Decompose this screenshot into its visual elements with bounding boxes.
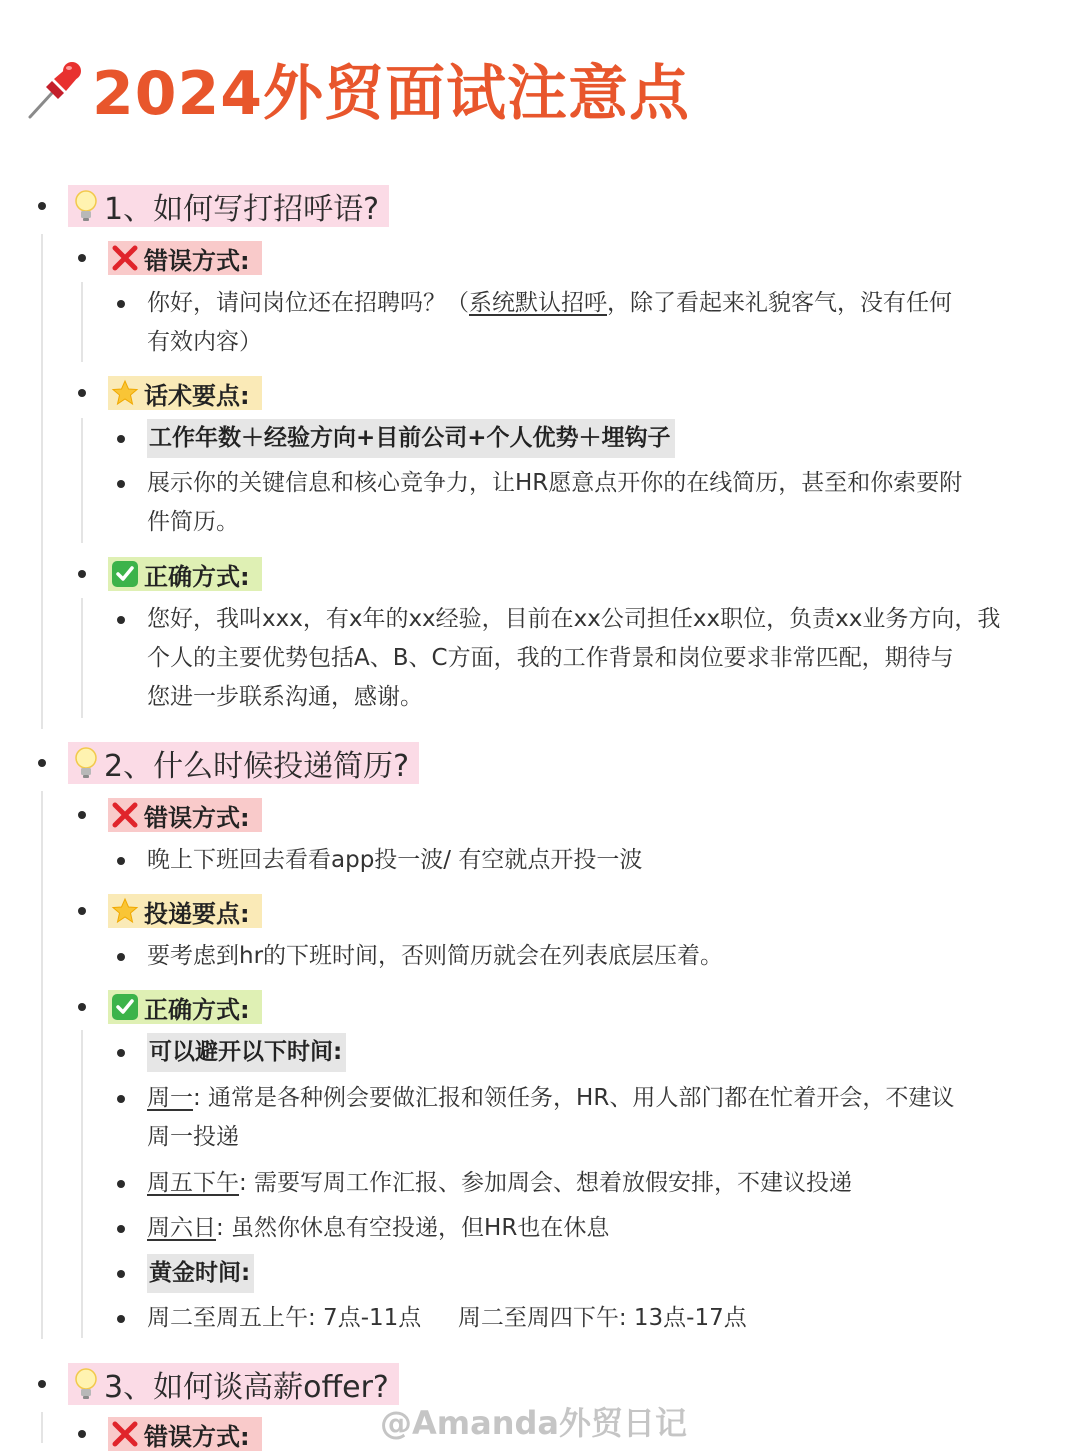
list-item: [147, 937, 723, 976]
text: 您好，我叫xxx，有x年的xx经验，目前在xx公司担任xx职位，负责xx业务方向，我: [147, 606, 1001, 632]
label-text: 错误方式:: [144, 803, 250, 832]
text: 晚上下班回去看看app投一波/ 有空就点开投一波: [147, 847, 643, 873]
indent-guide: [41, 1412, 43, 1443]
section-heading-3: [68, 1363, 399, 1405]
bullet: [117, 1095, 125, 1103]
list-item-continued: [147, 503, 239, 542]
bullet: [117, 435, 125, 443]
label-text: 投递要点:: [144, 899, 250, 928]
list-item-continued: [147, 678, 423, 717]
bullet: [117, 1049, 125, 1057]
bullet: [117, 300, 125, 308]
right-way-label: [108, 990, 262, 1024]
bullet: [117, 857, 125, 865]
text: 展示你的关键信息和核心竞争力，让HR愿意点开你的在线简历，甚至和你索要附: [147, 470, 963, 496]
list-item-continued: [147, 1118, 239, 1157]
list-item: [147, 1254, 254, 1293]
section-title: 3、如何谈高薪offer?: [104, 1370, 389, 1405]
bullet: [117, 1225, 125, 1233]
list-item: [147, 284, 952, 323]
label-text: 正确方式:: [144, 995, 250, 1024]
check-mark-icon: [110, 559, 140, 589]
highlighted-text: 工作年数＋经验方向+目前公司+个人优势＋埋钩子: [147, 419, 675, 458]
page-title: [24, 44, 690, 134]
label-text: 正确方式:: [144, 562, 250, 591]
tips-label: [108, 376, 262, 410]
lightbulb-icon: [72, 1367, 100, 1401]
bullet: [38, 759, 46, 767]
label-text: 话术要点:: [144, 381, 250, 410]
wrong-way-label: [108, 241, 262, 275]
list-item: [147, 419, 675, 458]
lightbulb-icon: [72, 189, 100, 223]
underlined-text: 周一: [147, 1085, 193, 1111]
bullet: [117, 1180, 125, 1188]
indent-guide: [81, 598, 83, 718]
bullet: [38, 1380, 46, 1388]
underlined-text: 系统默认招呼: [469, 290, 607, 316]
list-item-continued: [147, 639, 954, 678]
text: 要考虑到hr的下班时间，否则简历就会在列表底层压着。: [147, 943, 724, 969]
list-item: [147, 600, 1000, 639]
text: 周二至周五上午: 7点-11点 周二至周四下午: 13点-17点: [147, 1305, 747, 1331]
text: 周一投递: [147, 1124, 239, 1150]
text: 您进一步联系沟通，感谢。: [147, 684, 423, 710]
bullet: [78, 389, 86, 397]
highlighted-text: 可以避开以下时间:: [147, 1033, 346, 1072]
bullet: [78, 570, 86, 578]
list-item: [147, 1033, 346, 1072]
text: : 通常是各种例会要做汇报和领任务，HR、用人部门都在忙着开会，不建议: [193, 1085, 955, 1111]
text: 件简历。: [147, 509, 239, 535]
bullet: [117, 1270, 125, 1278]
bullet: [117, 480, 125, 488]
title-text: 2024外贸面试注意点: [92, 59, 690, 129]
section-heading-2: [68, 742, 419, 784]
text: : 虽然你休息有空投递，但HR也在休息: [216, 1215, 610, 1241]
text: 个人的主要优势包括A、B、C方面，我的工作背景和岗位要求非常匹配，期待与: [147, 645, 954, 671]
glowing-star-icon: [110, 896, 140, 926]
wrong-way-label: [108, 1417, 262, 1451]
bullet: [38, 202, 46, 210]
underlined-text: 周五下午: [147, 1170, 239, 1196]
cross-mark-icon: [110, 243, 140, 273]
indent-guide: [41, 234, 43, 729]
text: ，除了看起来礼貌客气，没有任何: [607, 290, 952, 316]
list-item: [147, 1299, 747, 1338]
list-item-continued: [147, 323, 262, 362]
wrong-way-label: [108, 798, 262, 832]
lightbulb-icon: [72, 746, 100, 780]
watermark: @Amanda外贸日记: [380, 1404, 687, 1442]
list-item: [147, 1164, 852, 1203]
bullet: [78, 811, 86, 819]
bullet: [78, 907, 86, 915]
text: : 需要写周工作汇报、参加周会、想着放假安排，不建议投递: [239, 1170, 853, 1196]
bullet: [117, 616, 125, 624]
underlined-text: 周六日: [147, 1215, 216, 1241]
section-title: 2、什么时候投递简历?: [104, 749, 410, 784]
indent-guide: [81, 282, 83, 362]
tips-label: [108, 894, 262, 928]
pushpin-icon: [24, 57, 88, 121]
bullet: [117, 953, 125, 961]
bullet: [78, 1003, 86, 1011]
list-item: [147, 1079, 954, 1118]
list-item: [147, 1209, 609, 1248]
text: 有效内容）: [147, 329, 262, 355]
text: 你好，请问岗位还在招聘吗？（: [147, 290, 469, 316]
indent-guide: [81, 418, 83, 543]
cross-mark-icon: [110, 1419, 140, 1449]
indent-guide: [41, 791, 43, 1339]
cross-mark-icon: [110, 800, 140, 830]
glowing-star-icon: [110, 378, 140, 408]
bullet: [78, 254, 86, 262]
bullet: [78, 1430, 86, 1438]
section-heading-1: [68, 185, 389, 227]
list-item: [147, 841, 642, 880]
label-text: 错误方式:: [144, 246, 250, 275]
right-way-label: [108, 557, 262, 591]
list-item: [147, 464, 962, 503]
bullet: [117, 1315, 125, 1323]
highlighted-text: 黄金时间:: [147, 1254, 254, 1293]
section-title: 1、如何写打招呼语?: [104, 192, 380, 227]
indent-guide: [81, 1030, 83, 1338]
check-mark-icon: [110, 992, 140, 1022]
label-text: 错误方式:: [144, 1422, 250, 1451]
